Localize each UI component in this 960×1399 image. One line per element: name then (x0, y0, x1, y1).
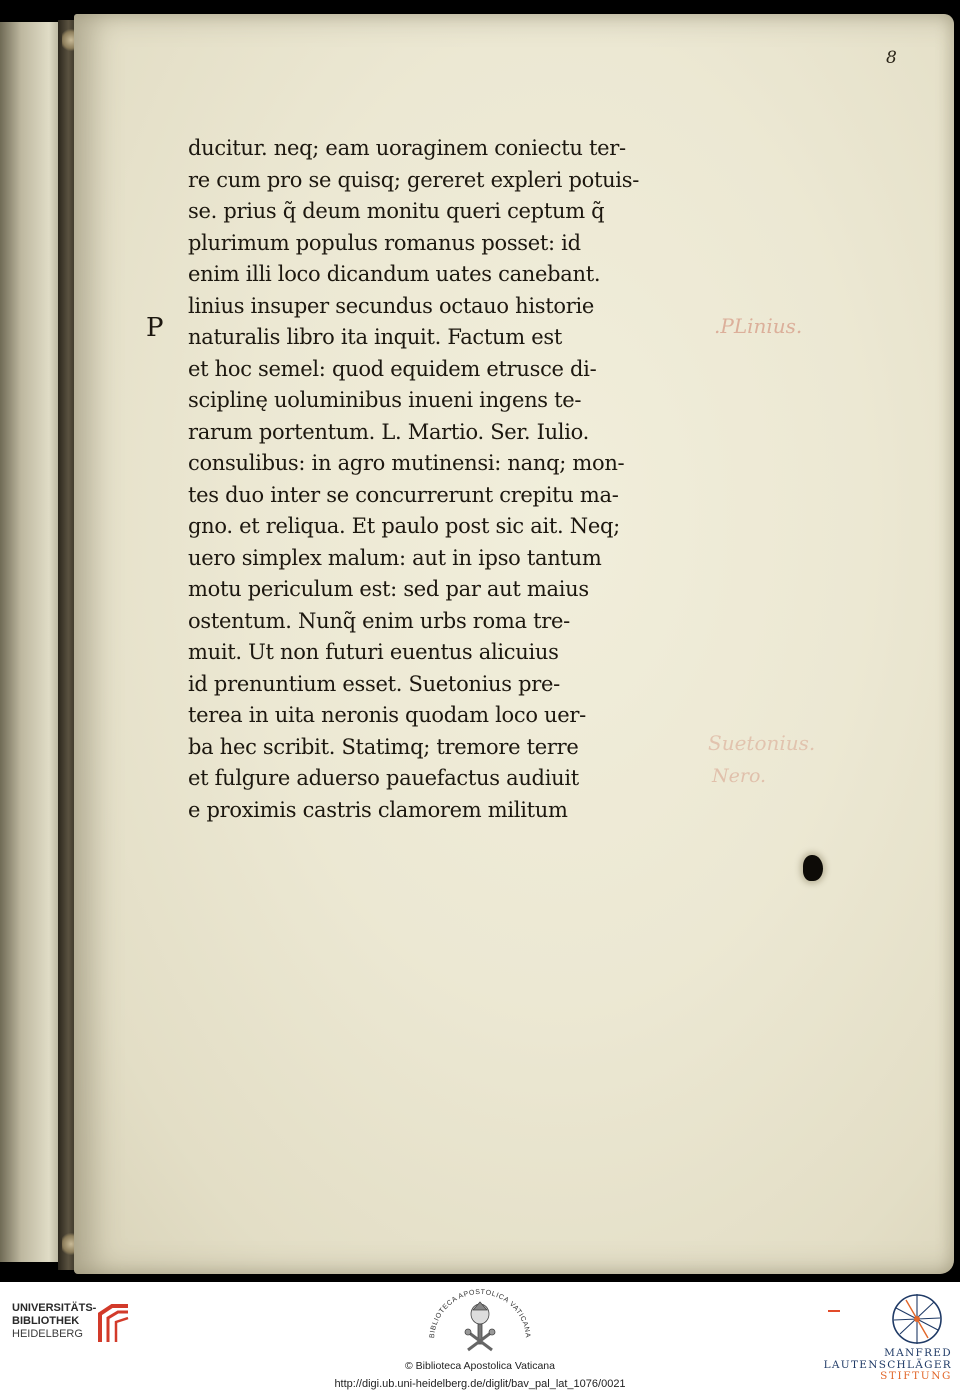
text-line: id prenuntium esset. Suetonius pre- (188, 671, 560, 696)
footer-bar (0, 1282, 960, 1399)
sponsor-line: LAUTENSCHLÄGER (823, 1358, 952, 1371)
text-line: e proximis castris clamorem militum (188, 797, 568, 822)
text-line: consulibus: in agro mutinensi: nanq; mon- (188, 451, 625, 475)
text-line: plurimum populus romanus posset: id (188, 230, 581, 255)
text-line: et hoc semel: quod equidem etrusce di- (188, 356, 597, 381)
parchment-hole (803, 855, 823, 881)
initial-letter: P (146, 313, 164, 343)
text-line: ba hec scribit. Statimq; tremore terre (188, 734, 579, 759)
text-line: et fulgure aduerso pauefactus audiuit (188, 766, 579, 790)
text-line: naturalis libro ita inquit. Factum est (188, 325, 562, 349)
separator-dash (828, 1310, 840, 1312)
text-line: tes duo inter se concurrerunt crepitu ma- (188, 482, 619, 507)
text-line: se. prius q̃ deum monitu queri ceptum q̃ (188, 199, 605, 223)
marginal-note-plinius: .PLinius. (714, 314, 803, 338)
text-line: rarum portentum. L. Martio. Ser. Iulio. (188, 419, 589, 444)
text-line: ostentum. Nunq̃ enim urbs roma tre- (188, 608, 570, 633)
ub-name-line: BIBLIOTHEK (12, 1315, 80, 1327)
text-line: re cum pro se quisq; gereret expleri potuis- (188, 167, 639, 192)
text-line: motu periculum est: sed par aut maius (188, 577, 589, 601)
folio-number: 8 (886, 48, 897, 68)
text-line: ducitur. neq; eam uoraginem coniectu ter- (188, 136, 626, 160)
sponsor-line: MANFRED (884, 1347, 952, 1359)
marginal-note-suetonius: Suetonius. (708, 731, 816, 755)
text-line: linius insuper secundus octauo historie (188, 293, 595, 318)
sponsor-line: STIFTUNG (880, 1370, 952, 1382)
permalink-url[interactable]: http://digi.ub.uni-heidelberg.de/diglit/bav_pal_lat_1076/0021 (334, 1378, 626, 1390)
ub-heidelberg-logo-icon[interactable] (96, 1304, 132, 1344)
text-line: gno. et reliqua. Et paulo post sic ait. Neq; (188, 514, 620, 538)
text-line: uero simplex malum: aut in ipso tantum (188, 545, 602, 570)
lautenschlaeger-emblem-icon[interactable] (886, 1290, 948, 1348)
marginal-note-nero: Nero. (712, 765, 767, 787)
vatican-library-seal-icon[interactable] (422, 1288, 538, 1360)
text-line: sciplinę uoluminibus inueni ingens te- (188, 388, 582, 412)
bav-seal-arc-text: BIBLIOTECA APOSTOLICA VATICANA (428, 1288, 532, 1339)
copyright-notice: © Biblioteca Apostolica Vaticana (405, 1360, 555, 1372)
sponsor-name[interactable] (820, 1348, 952, 1383)
text-line: terea in uita neronis quodam loco uer- (188, 703, 586, 727)
ub-name-line: HEIDELBERG (12, 1328, 83, 1340)
ub-name-line: UNIVERSITÄTS- (12, 1302, 97, 1314)
text-line: muit. Ut non futuri euentus alicuius (188, 640, 559, 664)
text-line: enim illi loco dicandum uates canebant. (188, 262, 601, 286)
main-text-block (188, 133, 638, 826)
